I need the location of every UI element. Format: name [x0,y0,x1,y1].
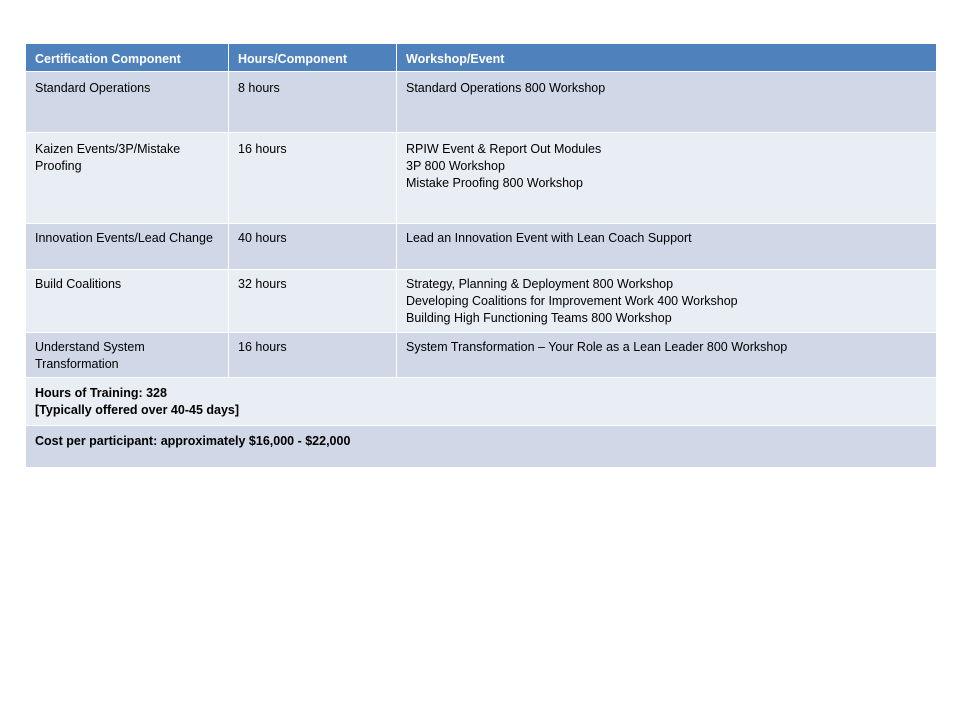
workshop-item: Lead an Innovation Event with Lean Coach Support [406,231,692,245]
workshop-cell [397,72,937,133]
table-row [26,333,937,378]
workshop-cell [397,224,937,270]
hours-cell: 8 hours [229,72,397,133]
table-row [26,270,937,333]
workshop-item: 3P 800 Workshop [406,159,505,173]
workshop-item: RPIW Event & Report Out Modules [406,142,602,156]
certification-table [25,43,937,468]
cost-per-participant: Cost per participant: approximately $16,000 - $22,000 [26,426,937,468]
table-row [26,224,937,270]
table-header-row [26,44,937,72]
hours-cell: 32 hours [229,270,397,333]
typical-duration: [Typically offered over 40-45 days] [35,403,240,417]
workshop-cell [397,133,937,224]
hours-cell: 16 hours [229,133,397,224]
component-cell: Kaizen Events/3P/Mistake Proofing [26,133,229,224]
summary-hours-cell [26,378,937,426]
component-cell: Innovation Events/Lead Change [26,224,229,270]
workshop-item: Developing Coalitions for Improvement Work 400 Workshop [406,294,738,308]
header-workshop-event: Workshop/Event [397,44,937,72]
workshop-item: Mistake Proofing 800 Workshop [406,176,583,190]
workshop-item: System Transformation – Your Role as a Lean Leader 800 Workshop [406,340,788,354]
table-row [26,72,937,133]
component-cell: Standard Operations [26,72,229,133]
summary-cost-row [26,426,937,468]
component-cell: Understand System Transformation [26,333,229,378]
component-cell: Build Coalitions [26,270,229,333]
workshop-item: Standard Operations 800 Workshop [406,81,606,95]
summary-hours-row [26,378,937,426]
header-hours-component: Hours/Component [229,44,397,72]
workshop-cell [397,270,937,333]
workshop-item: Building High Functioning Teams 800 Workshop [406,311,672,325]
table-row [26,133,937,224]
workshop-cell [397,333,937,378]
hours-cell: 40 hours [229,224,397,270]
hours-of-training: Hours of Training: 328 [35,386,167,400]
hours-cell: 16 hours [229,333,397,378]
workshop-item: Strategy, Planning & Deployment 800 Workshop [406,277,674,291]
header-certification-component: Certification Component [26,44,229,72]
